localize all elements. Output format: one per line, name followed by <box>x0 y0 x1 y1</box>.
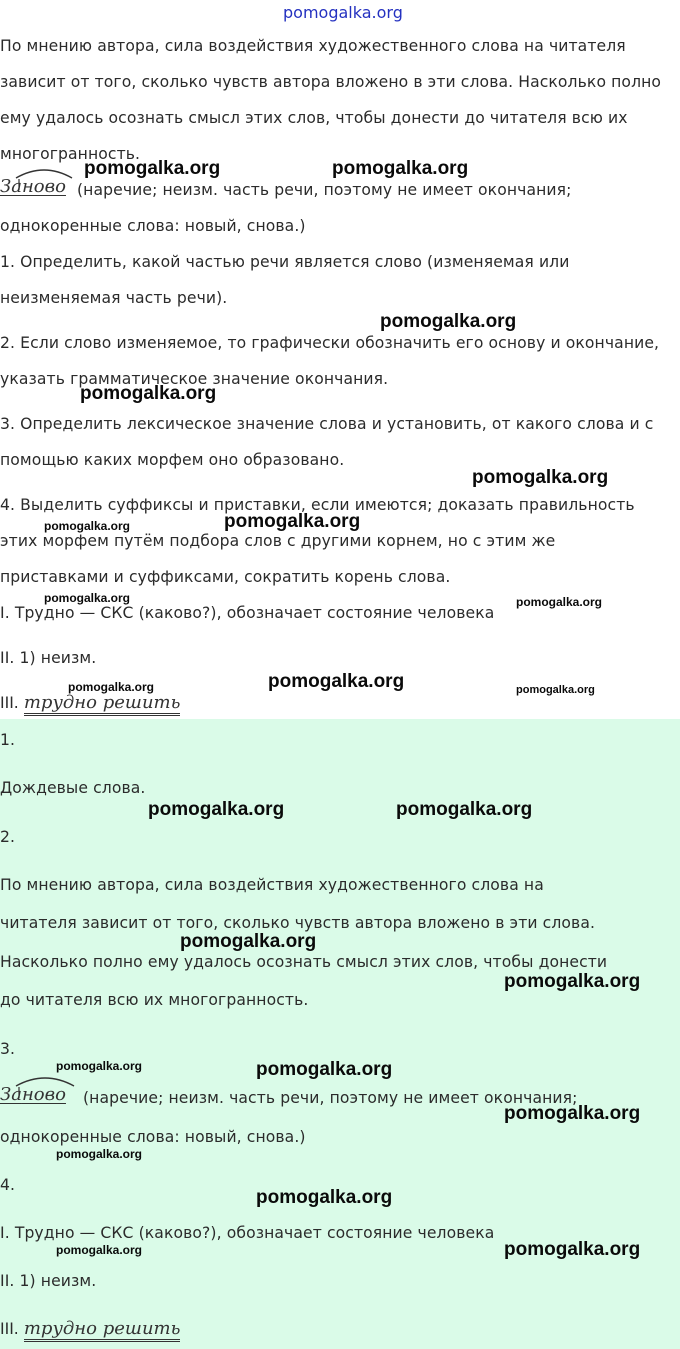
paragraph-line: зависит от того, сколько чувств автора вложено в эти слова. Насколько полно <box>0 73 662 91</box>
word-prefix: За <box>0 176 22 197</box>
watermark: pomogalka.org <box>68 680 155 694</box>
paragraph-line: многогранность. <box>0 145 141 163</box>
watermark: pomogalka.org <box>44 591 131 605</box>
step-line: этих морфем путём подбора слов с другими корнем, но с этим же <box>0 532 556 550</box>
watermark: pomogalka.org <box>256 1187 393 1208</box>
watermark: pomogalka.org <box>504 971 641 992</box>
morpheme-word <box>0 1084 66 1105</box>
watermark: pomogalka.org <box>268 671 405 692</box>
prefix-bracket-icon <box>16 1086 22 1100</box>
watermark: pomogalka.org <box>44 519 131 533</box>
paragraph-line: По мнению автора, сила воздействия художественного слова на <box>0 876 544 894</box>
watermark: pomogalka.org <box>504 1103 641 1124</box>
watermark: pomogalka.org <box>472 467 609 488</box>
watermark: pomogalka.org <box>180 931 317 952</box>
word-description: (наречие; неизм. часть речи, поэтому не имеет окончания; <box>83 1089 578 1107</box>
step-line: помощью каких морфем оно образовано. <box>0 451 345 469</box>
parse-line-2: II. 1) неизм. <box>0 649 97 667</box>
watermark: pomogalka.org <box>56 1147 143 1161</box>
parse-line-1: I. Трудно — СКС (каково?), обозначает состояние человека <box>0 604 495 622</box>
word-prefix: За <box>0 1084 22 1105</box>
parse-line-3-label: III. <box>0 694 19 712</box>
watermark: pomogalka.org <box>224 511 361 532</box>
answer-number: 1. <box>0 731 16 749</box>
parse-line-3 <box>0 1318 180 1339</box>
parse-line-2: II. 1) неизм. <box>0 1272 97 1290</box>
watermark: pomogalka.org <box>56 1243 143 1257</box>
watermark: pomogalka.org <box>380 311 517 332</box>
watermark: pomogalka.org <box>516 684 595 696</box>
word-root: ново <box>21 1084 66 1105</box>
watermark: pomogalka.org <box>332 158 469 179</box>
watermark: pomogalka.org <box>504 1239 641 1260</box>
site-header-link[interactable]: pomogalka.org <box>283 3 403 22</box>
paragraph-line: По мнению автора, сила воздействия художественного слова на читателя <box>0 37 626 55</box>
morpheme-word <box>0 176 66 197</box>
watermark: pomogalka.org <box>80 383 217 404</box>
word-description: однокоренные слова: новый, снова.) <box>0 1128 306 1146</box>
word-root: ново <box>21 176 66 197</box>
underlined-phrase: трудно решить <box>24 692 181 716</box>
answer-number: 3. <box>0 1040 16 1058</box>
parse-line-1: I. Трудно — СКС (каково?), обозначает состояние человека <box>0 1224 495 1242</box>
watermark: pomogalka.org <box>84 158 221 179</box>
paragraph-line: до читателя всю их многогранность. <box>0 991 309 1009</box>
step-line: приставками и суффиксами, сократить корень слова. <box>0 568 451 586</box>
step-line: неизменяемая часть речи). <box>0 289 228 307</box>
root-arc-icon <box>14 166 74 180</box>
step-line: 4. Выделить суффиксы и приставки, если имеются; доказать правильность <box>0 496 635 514</box>
root-arc-icon <box>14 1074 76 1088</box>
watermark: pomogalka.org <box>256 1059 393 1080</box>
word-description: (наречие; неизм. часть речи, поэтому не имеет окончания; <box>77 181 572 199</box>
watermark: pomogalka.org <box>396 799 533 820</box>
step-line: 3. Определить лексическое значение слова и установить, от какого слова и с <box>0 415 654 433</box>
watermark: pomogalka.org <box>148 799 285 820</box>
step-line: указать грамматическое значение окончания. <box>0 370 389 388</box>
answer-text: Дождевые слова. <box>0 779 146 797</box>
paragraph-line: ему удалось осознать смысл этих слов, чтобы донести до читателя всю их <box>0 109 628 127</box>
parse-line-3 <box>0 692 180 713</box>
watermark: pomogalka.org <box>516 595 603 609</box>
parse-line-3-label: III. <box>0 1320 19 1338</box>
step-line: 2. Если слово изменяемое, то графически обозначить его основу и окончание, <box>0 334 660 352</box>
prefix-bracket-icon <box>16 178 22 192</box>
paragraph-line: Насколько полно ему удалось осознать смысл этих слов, чтобы донести <box>0 953 608 971</box>
underlined-phrase: трудно решить <box>24 1318 181 1342</box>
paragraph-line: читателя зависит от того, сколько чувств автора вложено в эти слова. <box>0 914 596 932</box>
answer-number: 4. <box>0 1176 16 1194</box>
step-line: 1. Определить, какой частью речи является слово (изменяемая или <box>0 253 570 271</box>
answer-number: 2. <box>0 828 16 846</box>
word-description: однокоренные слова: новый, снова.) <box>0 217 306 235</box>
watermark: pomogalka.org <box>56 1059 143 1073</box>
